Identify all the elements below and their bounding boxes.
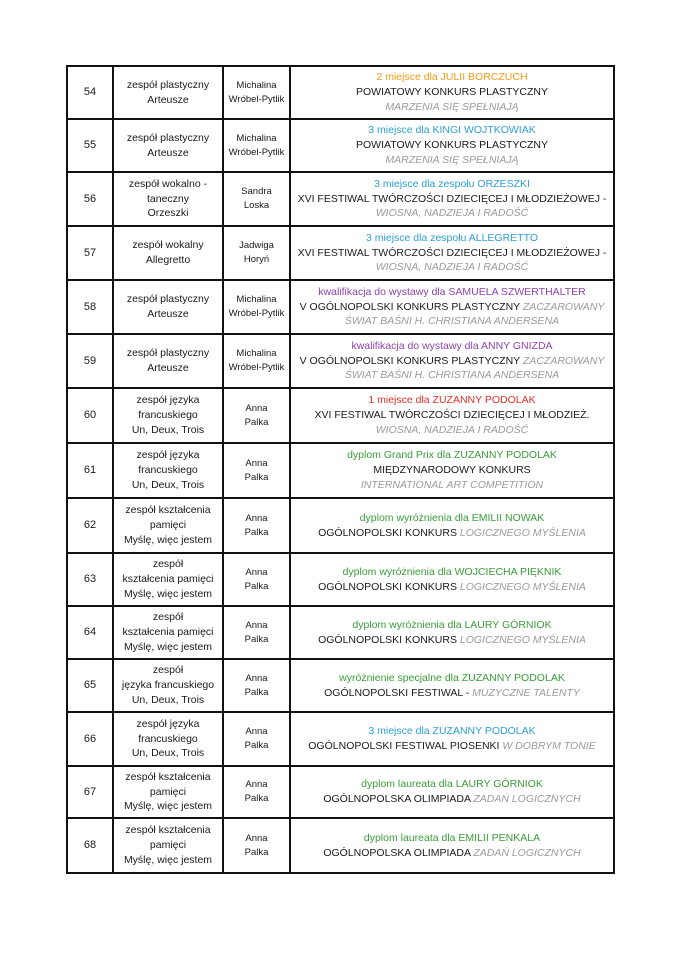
group-name-line: zespół języka <box>136 449 200 462</box>
group-name-line: języka francuskiego <box>121 679 215 692</box>
achievement-label: kwalifikacja do wystawy dla SAMUELA SZWERTHALTER <box>318 285 586 298</box>
group-name-line: Un, Deux, Trois <box>131 693 205 706</box>
group-name-line: zespół kształcenia <box>125 824 211 837</box>
teacher-name-line: Anna <box>245 726 268 737</box>
table-row <box>67 498 614 553</box>
teacher-cell <box>223 280 290 334</box>
teacher-name-line: Wróbel-Pytlik <box>228 93 285 105</box>
contest-name: OGÓLNOPOLSKA OLIMPIADA <box>323 793 471 805</box>
teacher-cell <box>223 553 290 606</box>
contest-subtitle: MARZENIA SIĘ SPEŁNIAJĄ <box>385 100 519 113</box>
teacher-name-line: Palka <box>244 526 269 538</box>
contest-info <box>293 633 611 648</box>
teacher-name-line: Horyń <box>243 254 270 265</box>
contest-info <box>293 85 611 115</box>
group-cell <box>113 388 223 443</box>
teacher-name-line: Palka <box>244 471 269 483</box>
contest-name: XVI FESTIWAL TWÓRCZOŚCI DZIECIĘCEJ I MŁODZIEŻ. <box>314 409 590 422</box>
group-name-line: pamięci <box>149 839 187 852</box>
contest-info <box>293 686 611 701</box>
row-number: 66 <box>67 712 113 766</box>
achievement-label: dyplom laureata dla EMILII PENKALA <box>363 831 541 844</box>
teacher-name-line: Palka <box>244 846 269 858</box>
table-row <box>67 388 614 443</box>
contest-info <box>293 246 611 276</box>
teacher-cell <box>223 119 290 172</box>
achievement-cell <box>290 280 614 334</box>
contest-separator: - <box>462 686 473 699</box>
contest-name: MIĘDZYNARODOWY KONKURS <box>373 464 531 477</box>
teacher-cell <box>223 172 290 226</box>
group-name-line: francuskiego <box>138 464 198 477</box>
group-name-line: Allegretto <box>145 254 191 266</box>
achievement-label: 3 miejsce dla KINGI WOJTKOWIAK <box>368 124 536 137</box>
contest-info <box>293 300 611 330</box>
contest-name: OGÓLNOPOLSKA OLIMPIADA <box>323 846 471 859</box>
teacher-name-line: Palka <box>244 416 269 428</box>
table-row <box>67 119 614 172</box>
contest-info <box>293 354 611 384</box>
group-name-line: Un, Deux, Trois <box>131 478 205 491</box>
group-cell <box>113 119 223 172</box>
group-name-line: Un, Deux, Trois <box>131 747 205 760</box>
row-number: 63 <box>67 553 113 606</box>
group-cell <box>113 766 223 818</box>
teacher-cell <box>223 498 290 553</box>
contest-info <box>293 526 611 541</box>
teacher-name-line: Wróbel-Pytlik <box>228 362 285 373</box>
contest-subtitle: LOGICZNEGO MYŚLENIA <box>459 580 586 593</box>
group-name-line: zespół kształcenia <box>125 770 211 783</box>
teacher-name-line: Sandra <box>241 186 272 197</box>
contest-subtitle: WIOSNA, NADZIEJA I RADOŚĆ <box>375 423 529 436</box>
teacher-name-line: Palka <box>244 686 269 698</box>
achievement-label: dyplom Grand Prix dla ZUZANNY PODOLAK <box>347 449 557 462</box>
contest-name: V OGÓLNOPOLSKI KONKURS PLASTYCZNY <box>299 354 520 367</box>
row-number: 60 <box>67 388 113 443</box>
group-name-line: zespół <box>152 611 184 624</box>
group-cell <box>113 818 223 873</box>
group-cell <box>113 443 223 498</box>
group-name-line: pamięci <box>149 785 187 798</box>
group-cell <box>113 66 223 119</box>
table-row <box>67 766 614 818</box>
achievement-label: 2 miejsce dla JULII BORCZUCH <box>376 71 528 84</box>
teacher-name-line: Michalina <box>236 79 277 91</box>
group-name-line: zespół wokalno - <box>128 177 208 190</box>
contest-subtitle: ZADAŃ LOGICZNYCH <box>473 793 581 805</box>
contest-name: OGÓLNOPOLSKI FESTIWAL PIOSENKI <box>308 740 500 752</box>
teacher-name-line: Loska <box>243 200 270 211</box>
group-name-line: zespół plastyczny <box>126 347 210 360</box>
table-row <box>67 712 614 766</box>
table-row <box>67 443 614 498</box>
group-cell <box>113 712 223 766</box>
row-number: 64 <box>67 606 113 659</box>
group-name-line: Myślę, więc jestem <box>123 533 213 546</box>
teacher-cell <box>223 226 290 280</box>
teacher-cell <box>223 334 290 388</box>
contest-name: V OGÓLNOPOLSKI KONKURS PLASTYCZNY <box>299 300 520 313</box>
group-name-line: zespół <box>152 664 184 677</box>
achievement-cell <box>290 66 614 119</box>
row-number: 67 <box>67 766 113 818</box>
group-name-line: zespół plastyczny <box>126 293 210 306</box>
contest-subtitle: LOGICZNEGO MYŚLENIA <box>459 526 586 539</box>
contest-subtitle: MUZYCZNE TALENTY <box>472 686 580 699</box>
row-number: 65 <box>67 659 113 712</box>
group-name-line: kształcenia pamięci <box>122 573 214 586</box>
group-cell <box>113 172 223 226</box>
contest-subtitle: WIOSNA, NADZIEJA I RADOŚĆ <box>375 207 529 220</box>
achievement-cell <box>290 553 614 606</box>
group-cell <box>113 659 223 712</box>
achievement-cell <box>290 119 614 172</box>
group-name-line: Arteusze <box>147 93 189 106</box>
contest-name: POWIATOWY KONKURS PLASTYCZNY <box>356 86 548 99</box>
row-number: 61 <box>67 443 113 498</box>
teacher-cell <box>223 66 290 119</box>
table-row <box>67 280 614 334</box>
teacher-name-line: Anna <box>245 402 268 414</box>
group-name-line: zespół <box>152 558 184 571</box>
group-name-line: Un, Deux, Trois <box>131 423 205 436</box>
teacher-cell <box>223 712 290 766</box>
table-row <box>67 172 614 226</box>
teacher-name-line: Anna <box>245 672 268 684</box>
contest-subtitle: MARZENIA SIĘ SPEŁNIAJĄ <box>385 153 519 166</box>
teacher-name-line: Anna <box>245 566 268 578</box>
table-row <box>67 659 614 712</box>
group-name-line: zespół plastyczny <box>126 78 210 91</box>
achievement-cell <box>290 443 614 498</box>
achievement-label: wyróżnienie specjalne dla ZUZANNY PODOLAK <box>339 671 565 684</box>
group-name-line: pamięci <box>149 519 187 532</box>
teacher-cell <box>223 766 290 818</box>
group-name-line: Myślę, więc jestem <box>123 587 213 600</box>
teacher-name-line: Anna <box>245 512 268 524</box>
group-cell <box>113 553 223 606</box>
teacher-cell <box>223 818 290 873</box>
group-name-line: zespół plastyczny <box>126 131 210 144</box>
achievement-cell <box>290 226 614 280</box>
group-name-line: francuskiego <box>138 409 198 422</box>
achievements-table-body <box>67 66 614 873</box>
group-name-line: Myślę, więc jestem <box>123 640 213 653</box>
teacher-cell <box>223 443 290 498</box>
achievement-cell <box>290 606 614 659</box>
achievement-label: dyplom laureata dla LAURY GÓRNIOK <box>361 778 543 791</box>
contest-subtitle: ZACZAROWANY ŚWIAT BAŚNI H. CHRISTIANA ANDERSENA <box>344 354 605 382</box>
teacher-name-line: Jadwiga <box>239 240 274 251</box>
achievement-cell <box>290 498 614 553</box>
group-cell <box>113 334 223 388</box>
contest-info <box>293 192 611 222</box>
teacher-cell <box>223 388 290 443</box>
contest-info <box>293 138 611 168</box>
achievement-cell <box>290 766 614 818</box>
group-name-line: kształcenia pamięci <box>122 626 214 639</box>
table-row <box>67 553 614 606</box>
contest-subtitle: WIOSNA, NADZIEJA I RADOŚĆ <box>375 261 529 274</box>
table-row <box>67 226 614 280</box>
group-cell <box>113 280 223 334</box>
contest-name: OGÓLNOPOLSKI KONKURS <box>318 633 457 646</box>
achievement-label: 3 miejsce dla ZUZANNY PODOLAK <box>368 725 536 738</box>
group-name-line: francuskiego <box>138 732 198 745</box>
contest-subtitle: ZACZAROWANY ŚWIAT BAŚNI H. CHRISTIANA ANDERSENA <box>344 300 605 328</box>
row-number: 56 <box>67 172 113 226</box>
achievement-label: 3 miejsce dla zespołu ALLEGRETTO <box>366 231 538 244</box>
group-name-line: zespół języka <box>136 717 200 730</box>
table-row <box>67 818 614 873</box>
group-cell <box>113 226 223 280</box>
teacher-name-line: Palka <box>244 580 269 592</box>
group-name-line: Myślę, więc jestem <box>123 800 213 813</box>
achievement-label: kwalifikacja do wystawy dla ANNY GNIZDA <box>351 339 553 352</box>
achievement-cell <box>290 334 614 388</box>
group-cell <box>113 498 223 553</box>
group-name-line: Arteusze <box>147 146 189 159</box>
contest-info <box>293 846 611 861</box>
row-number: 54 <box>67 66 113 119</box>
teacher-name-line: Anna <box>245 457 268 469</box>
achievement-label: dyplom wyróżnienia dla EMILII NOWAK <box>359 511 545 524</box>
teacher-name-line: Palka <box>244 793 269 804</box>
contest-info <box>293 739 611 754</box>
row-number: 59 <box>67 334 113 388</box>
group-name-line: zespół kształcenia <box>125 504 211 517</box>
contest-name: OGÓLNOPOLSKI KONKURS <box>318 526 457 539</box>
group-cell <box>113 606 223 659</box>
row-number: 68 <box>67 818 113 873</box>
achievement-cell <box>290 659 614 712</box>
contest-info <box>293 463 611 493</box>
contest-name: OGÓLNOPOLSKI KONKURS <box>318 580 457 593</box>
contest-name: XVI FESTIWAL TWÓRCZOŚCI DZIECIĘCEJ I MŁODZIEŻOWEJ - <box>297 246 607 259</box>
teacher-name-line: Palka <box>244 740 269 751</box>
teacher-name-line: Michalina <box>236 294 277 305</box>
teacher-name-line: Anna <box>245 779 268 790</box>
group-name-line: Arteusze <box>147 362 189 374</box>
contest-subtitle: W DOBRYM TONIE <box>502 740 596 752</box>
achievement-label: dyplom wyróżnienia dla WOJCIECHA PIĘKNIK <box>342 565 562 578</box>
contest-subtitle: ZADAŃ LOGICZNYCH <box>473 846 581 859</box>
achievement-cell <box>290 818 614 873</box>
achievement-label: dyplom wyróżnienia dla LAURY GÓRNIOK <box>352 618 552 631</box>
achievements-table <box>66 65 615 874</box>
teacher-name-line: Wróbel-Pytlik <box>228 146 285 158</box>
contest-info <box>293 408 611 438</box>
group-name-line: taneczny <box>146 192 190 205</box>
contest-subtitle: INTERNATIONAL ART COMPETITION <box>360 478 544 491</box>
achievement-label: 1 miejsce dla ZUZANNY PODOLAK <box>368 394 536 407</box>
contest-name: POWIATOWY KONKURS PLASTYCZNY <box>356 139 548 152</box>
achievement-cell <box>290 172 614 226</box>
contest-subtitle: LOGICZNEGO MYŚLENIA <box>459 633 586 646</box>
group-name-line: Arteusze <box>147 308 189 320</box>
achievement-cell <box>290 712 614 766</box>
group-name-line: zespół języka <box>136 394 200 407</box>
contest-info <box>293 792 611 807</box>
row-number: 55 <box>67 119 113 172</box>
table-row <box>67 334 614 388</box>
teacher-name-line: Wróbel-Pytlik <box>228 308 285 319</box>
teacher-name-line: Michalina <box>236 132 277 144</box>
contest-name: OGÓLNOPOLSKI FESTIWAL <box>324 686 463 699</box>
row-number: 58 <box>67 280 113 334</box>
row-number: 57 <box>67 226 113 280</box>
achievement-label: 3 miejsce dla zespołu ORZESZKI <box>374 177 530 190</box>
contest-name: XVI FESTIWAL TWÓRCZOŚCI DZIECIĘCEJ I MŁODZIEŻOWEJ - <box>297 192 607 205</box>
group-name-line: zespół wokalny <box>132 239 204 252</box>
teacher-name-line: Anna <box>245 832 268 844</box>
table-row <box>67 606 614 659</box>
teacher-cell <box>223 606 290 659</box>
achievement-cell <box>290 388 614 443</box>
teacher-cell <box>223 659 290 712</box>
table-row <box>67 66 614 119</box>
teacher-name-line: Palka <box>244 633 269 645</box>
teacher-name-line: Michalina <box>236 348 277 359</box>
group-name-line: Orzeszki <box>147 207 189 220</box>
group-name-line: Myślę, więc jestem <box>123 853 213 866</box>
contest-info <box>293 580 611 595</box>
teacher-name-line: Anna <box>245 619 268 631</box>
row-number: 62 <box>67 498 113 553</box>
